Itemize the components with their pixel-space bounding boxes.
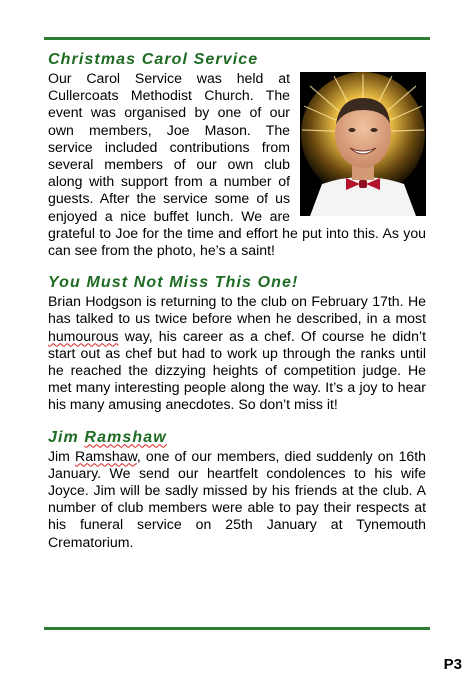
jim-ramshaw-heading (48, 428, 426, 448)
joe-mason-photo (300, 72, 426, 216)
newsletter-content (48, 50, 426, 565)
must-not-miss-heading: You Must Not Miss This One! (48, 274, 299, 292)
section-carol-service (48, 50, 426, 259)
spellcheck-word: humourous (48, 327, 119, 344)
section-jim-ramshaw (48, 428, 426, 551)
body-text: , one of our members, died suddenly on 16th January. We send our heartfelt condolences to his wife Joyce. Jim will be sadly missed by his friends at the club. A number of club members were able to pay their respects at his funeral service on 25th January at Tynemouth Crematorium. (48, 447, 426, 550)
top-divider (44, 37, 430, 40)
heading-text: Jim (48, 428, 85, 446)
body-text: Jim (48, 447, 76, 464)
spellcheck-word: Ramshaw (75, 447, 137, 464)
body-text: Brian Hodgson is returning to the club on February 17th. He has talked to us twice before when he described, in a most (48, 293, 426, 327)
carol-service-body: Our Carol Service was held at Cullercoats Methodist Church. The event was organised by one of our own members, Joe Mason. The service included contributions from several members of our own club along with support from a number of guests. After the service some of us enjoyed a nice buffet lunch. We are grateful to Joe for the time and effort he put into this. As you can see from the photo, he’s a saint! (48, 70, 426, 259)
page-number: P3 (443, 656, 462, 673)
must-not-miss-body (48, 293, 426, 413)
spellcheck-word: Ramshaw (84, 428, 167, 446)
carol-service-heading: Christmas Carol Service (48, 51, 259, 68)
section-must-not-miss (48, 273, 426, 413)
bottom-divider (44, 627, 430, 630)
jim-ramshaw-body (48, 448, 426, 551)
body-text: way, his career as a chef. Of course he didn’t start out as chef but had to work up through the ranks until he reached the dizzying heights of competition judge. He met many interesting people along the way. It’s a joy to hear his many amusing anecdotes. So don’t miss it! (48, 327, 426, 413)
